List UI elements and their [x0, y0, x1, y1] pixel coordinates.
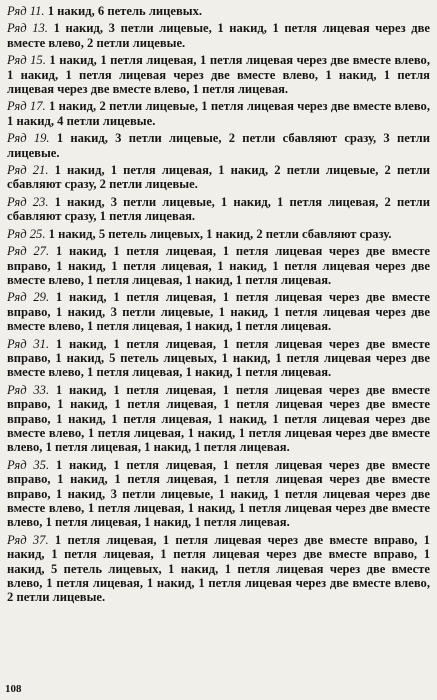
- row-instruction: [7, 383, 430, 455]
- row-instruction: [7, 227, 430, 241]
- row-instruction: [7, 21, 430, 50]
- row-label: Ряд 13.: [7, 21, 48, 36]
- row-label: Ряд 35.: [7, 457, 50, 472]
- row-text: 1 накид, 1 петля лицевая, 1 петля лицевая через две вместе вправо, 1 накид, 1 петля лицевая, 1 петля лицевая через две вместе вправо, 1 накид, 1 петля лицевая, 1 накид, 1 петля лицевая через две вместе влево, 1 петля лицевая, 1 накид, 1 петля лицевая через две вместе влево, 1 петля лицевая, 1 накид, 1 петля лицевая.: [7, 382, 430, 455]
- row-text: 1 накид, 3 петли лицевые, 1 накид, 1 петля лицевая через две вместе влево, 2 петли лицевые.: [7, 21, 430, 50]
- row-text: 1 накид, 1 петля лицевая, 1 петля лицевая через две вместе вправо, 1 накид, 1 петля лицевая, 1 петля лицевая через две вместе вправо, 1 накид, 3 петли лицевые, 1 накид, 1 петля лицевая через две вместе влево, 1 петля лицевая, 1 накид, 1 петля лицевая через две вместе влево, 1 петля лицевая, 1 накид, 1 петля лицевая.: [7, 457, 430, 530]
- row-text: 1 накид, 1 петля лицевая, 1 накид, 2 петли лицевые, 2 петли сбавляют сразу, 2 петли лицевые.: [7, 163, 430, 192]
- row-text: 1 накид, 6 петель лицевых.: [44, 4, 203, 18]
- row-text: 1 накид, 1 петля лицевая, 1 петля лицевая через две вместе вправо, 1 накид, 5 петель лицевых, 1 накид, 1 петля лицевая через две вместе влево, 1 петля лицевая, 1 накид, 1 петля лицевая.: [7, 336, 430, 380]
- row-label: Ряд 29.: [7, 290, 50, 305]
- row-instruction: [7, 244, 430, 287]
- row-label: Ряд 31.: [7, 336, 50, 351]
- row-instruction: [7, 53, 430, 96]
- row-text: 1 накид, 3 петли лицевые, 2 петли сбавляют сразу, 3 петли лицевые.: [7, 131, 430, 160]
- row-text: 1 накид, 2 петли лицевые, 1 петля лицевая через две вместе влево, 1 накид, 4 петли лицевые.: [7, 99, 430, 128]
- row-label: Ряд 23.: [7, 194, 49, 209]
- row-text: 1 накид, 5 петель лицевых, 1 накид, 2 петли сбавляют сразу.: [45, 226, 392, 241]
- row-label: Ряд 33.: [7, 382, 50, 397]
- row-label: Ряд 27.: [7, 244, 50, 259]
- row-instruction: [7, 131, 430, 160]
- row-instruction: [7, 195, 430, 224]
- row-instruction: [7, 4, 430, 18]
- row-label: Ряд 11.: [7, 4, 45, 18]
- row-label: Ряд 21.: [7, 163, 49, 178]
- row-label: Ряд 19.: [7, 131, 50, 146]
- row-instruction: [7, 458, 430, 530]
- row-label: Ряд 17.: [7, 99, 46, 114]
- row-label: Ряд 15.: [7, 53, 46, 68]
- row-label: Ряд 37.: [7, 532, 49, 547]
- row-text: 1 накид, 1 петля лицевая, 1 петля лицевая через две вместе влево, 1 накид, 1 петля лицевая через две вместе влево, 1 накид, 1 петля лицевая через две вместе влево, 1 петля лицевая.: [7, 53, 430, 97]
- page-number: 108: [5, 683, 22, 695]
- row-label: Ряд 25.: [7, 226, 46, 241]
- row-instruction: [7, 337, 430, 380]
- row-instruction: [7, 533, 430, 605]
- row-instruction: [7, 99, 430, 128]
- row-text: 1 накид, 1 петля лицевая, 1 петля лицевая через две вместе вправо, 1 накид, 1 петля лицевая, 1 накид, 1 петля лицевая через две вместе влево, 1 петля лицевая, 1 накид, 1 петля лицевая.: [7, 244, 430, 287]
- knitting-instructions: [7, 4, 430, 605]
- row-text: 1 накид, 3 петли лицевые, 1 накид, 1 петля лицевая, 2 петли сбавляют сразу, 1 петля лицевая.: [7, 194, 430, 224]
- row-instruction: [7, 163, 430, 192]
- row-text: 1 накид, 1 петля лицевая, 1 петля лицевая через две вместе вправо, 1 накид, 3 петли лицевые, 1 накид, 1 петля лицевая через две вместе влево, 1 петля лицевая, 1 накид, 1 петля лицевая.: [7, 290, 430, 334]
- row-instruction: [7, 290, 430, 333]
- row-text: 1 петля лицевая, 1 петля лицевая через две вместе вправо, 1 накид, 1 петля лицевая, 1 петля лицевая через две вместе вправо, 1 накид, 5 петель лицевых, 1 накид, 1 петля лицевая через две вместе влево, 1 петля лицевая, 1 накид, 1 петля лицевая через две вместе влево, 2 петли лицевые.: [7, 532, 430, 605]
